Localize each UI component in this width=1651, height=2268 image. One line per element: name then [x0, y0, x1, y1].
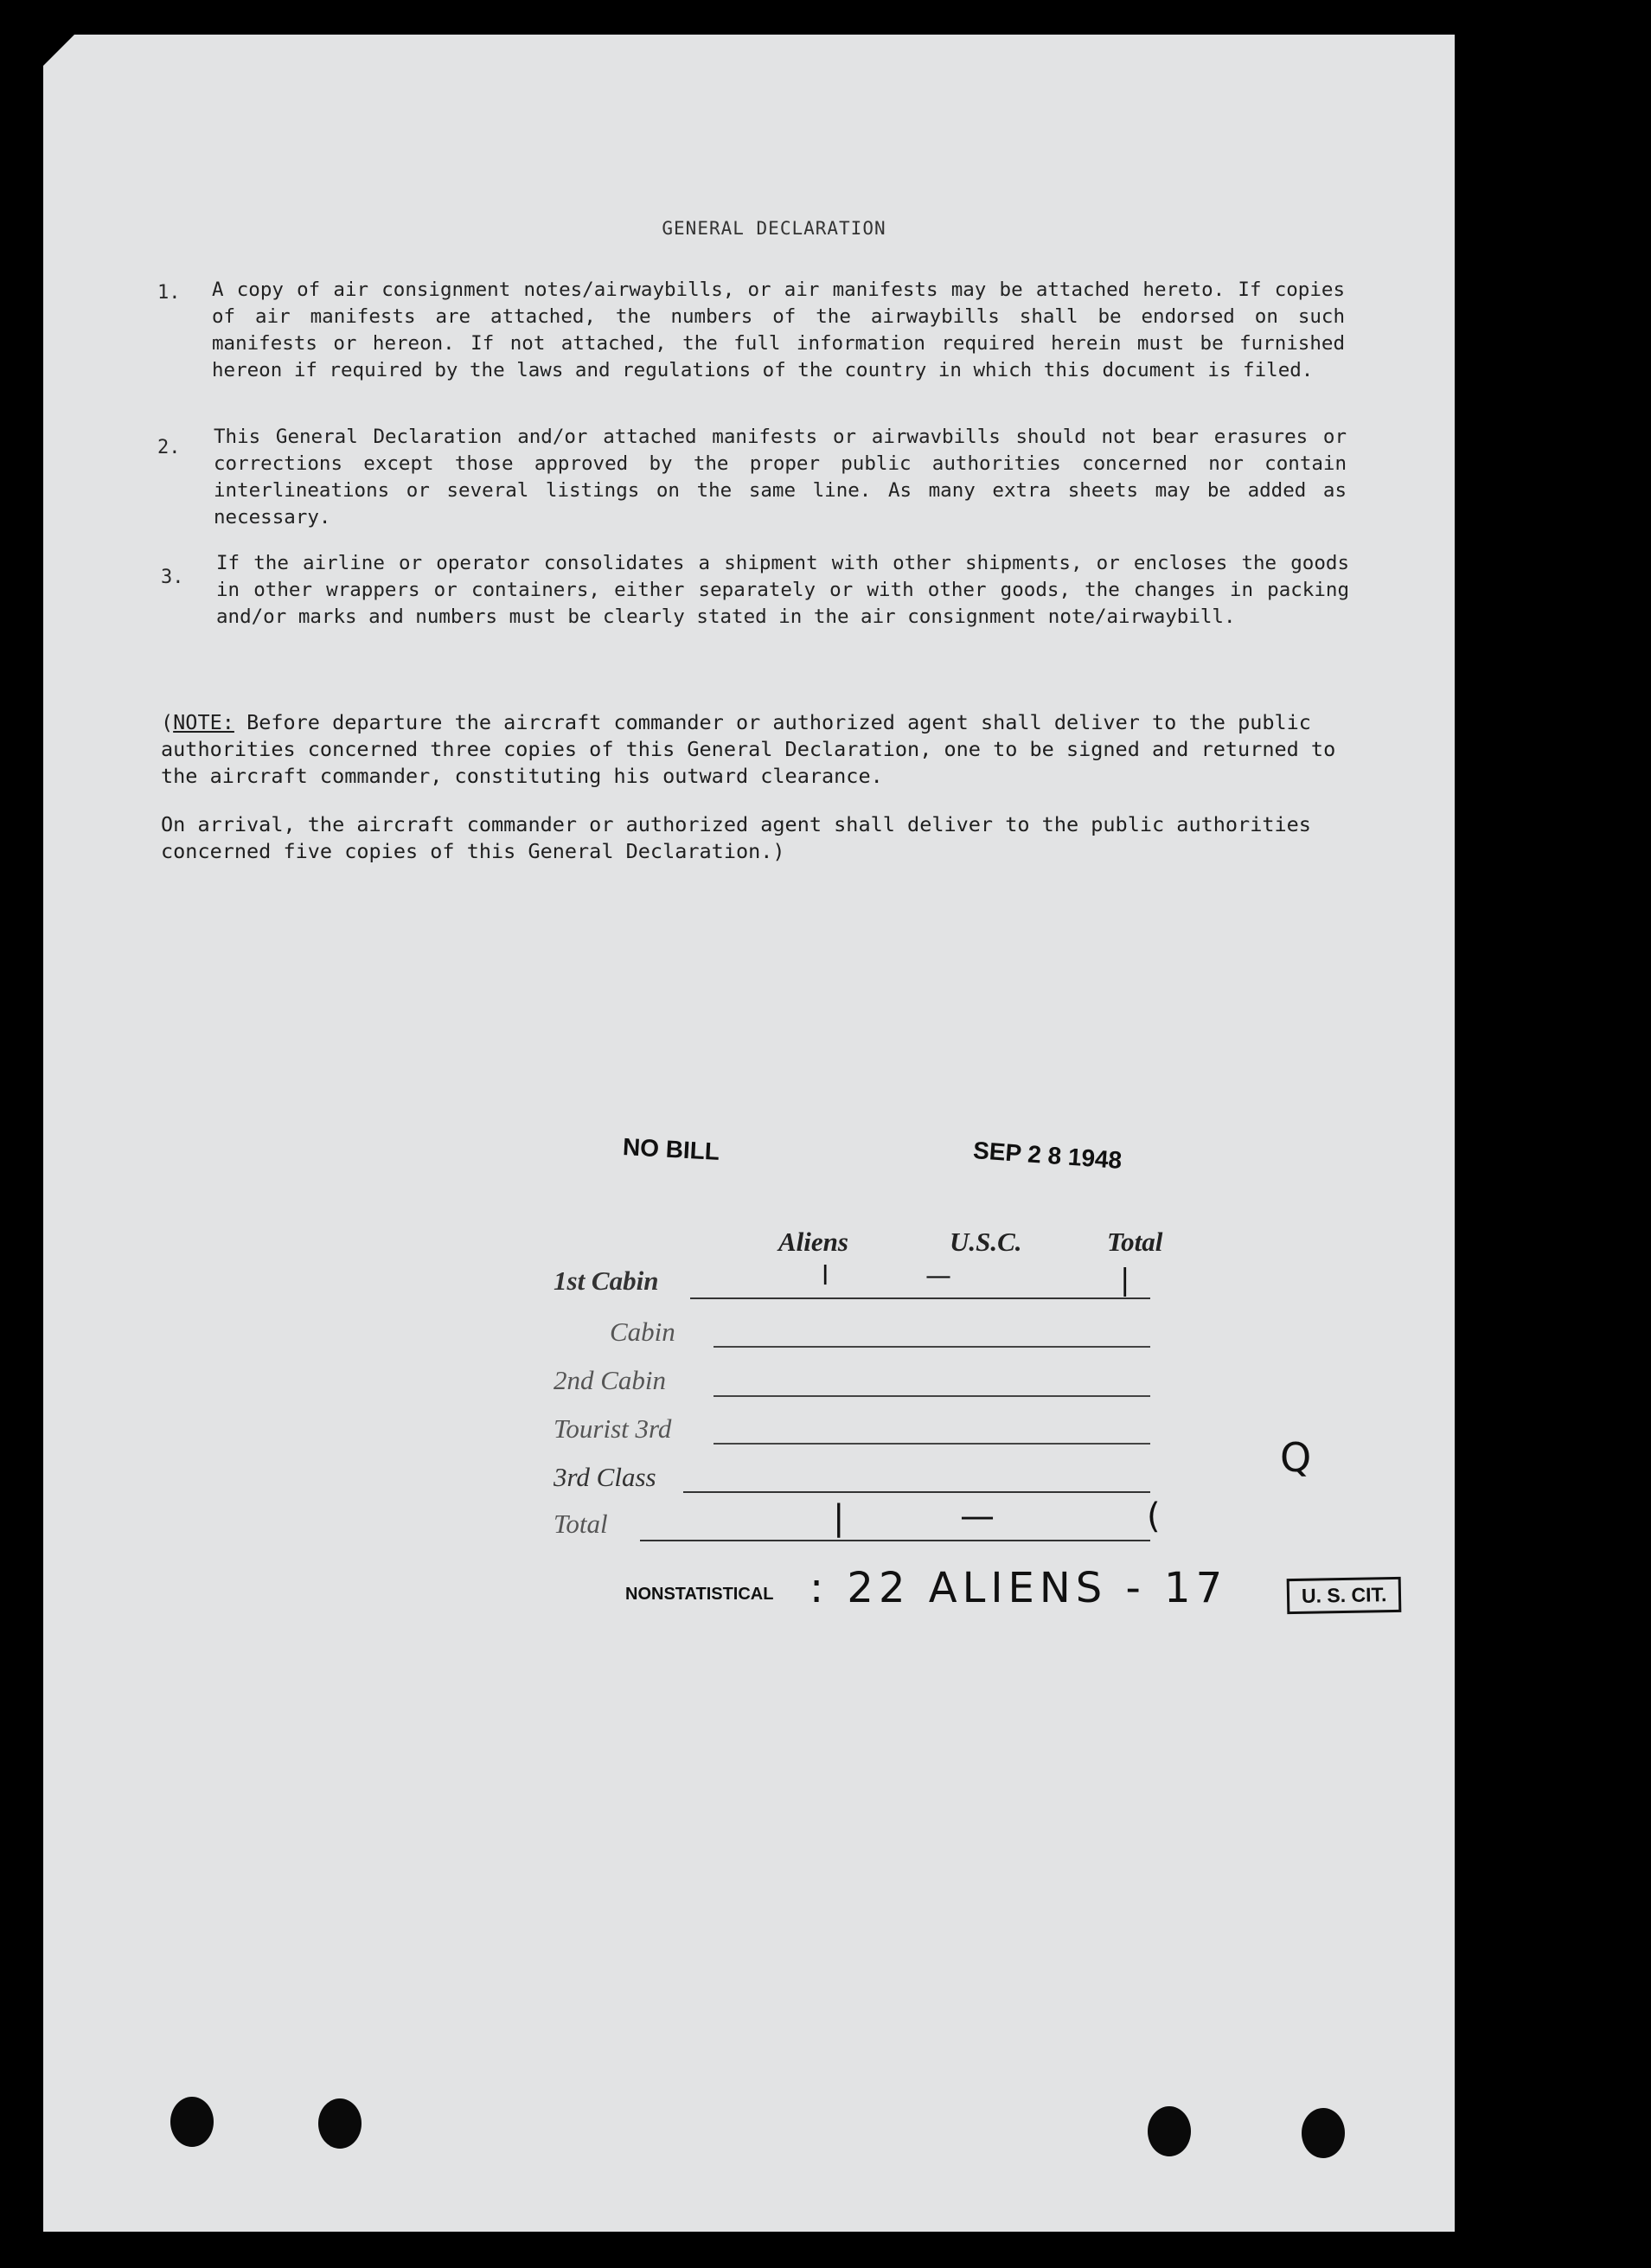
- item-text: If the airline or operator consolidates a shipment with other shipments, or encloses the goods in other wrappers or containers, either separately or with other goods, the changes in packing and/or marks and numbers must be clearly stated in the air consignment note/airwaybill.: [216, 552, 1349, 628]
- note-paragraph: [161, 709, 1354, 790]
- punch-hole: [1148, 2106, 1191, 2156]
- date-stamp: SEP 2 8 1948: [972, 1137, 1123, 1174]
- item-number: 1.: [157, 282, 181, 304]
- row-label-3rd-class: 3rd Class: [554, 1462, 656, 1492]
- document-page: [43, 35, 1455, 2232]
- no-bill-stamp: NO BILL: [622, 1133, 720, 1165]
- note-text: Before departure the aircraft commander or authorized agent shall deliver to the public authorities concerned three copies of this General Declaration, one to be signed and returned to the aircraft commander, constituting his outward clearance.: [161, 710, 1336, 788]
- row-value-total: |: [1120, 1263, 1130, 1297]
- punch-hole: [1302, 2108, 1345, 2158]
- punch-hole: [318, 2098, 362, 2149]
- row-line: [714, 1346, 1150, 1348]
- punch-hole: [170, 2097, 214, 2147]
- nonstatistical-stamp: NONSTATISTICAL: [625, 1585, 774, 1604]
- row-label-tourist-3rd: Tourist 3rd: [554, 1413, 672, 1444]
- row-value-usc: —: [925, 1261, 951, 1291]
- header-aliens: Aliens: [778, 1227, 848, 1257]
- row-label-total: Total: [554, 1509, 608, 1539]
- handwritten-aliens-note: : 22 ALIENS - 17: [810, 1564, 1228, 1612]
- item-number: 2.: [157, 437, 181, 458]
- row-label-1st-cabin: 1st Cabin: [554, 1265, 659, 1296]
- total-value-total: (: [1147, 1496, 1161, 1536]
- row-label-2nd-cabin: 2nd Cabin: [554, 1365, 667, 1395]
- row-line: [714, 1443, 1150, 1445]
- item-text: A copy of air consignment notes/airwaybills, or air manifests may be attached hereto. If copies of air manifests are attached, the numbers of the airwaybills shall be endorsed on such manifests or hereon. If not attached, the full information required herein must be furnished hereon if required by the laws and regulations of the country in which this document is filed.: [212, 279, 1345, 381]
- item-text: This General Declaration and/or attached manifests or airwavbills should not bear erasures or corrections except those approved by the proper public authorities concerned nor contain interlineations or several listings on the same line. As many extra sheets may be added as necessary.: [214, 426, 1347, 529]
- note-label: NOTE:: [173, 710, 234, 734]
- row-line: [640, 1540, 1150, 1541]
- row-line: [683, 1491, 1150, 1493]
- row-line: [690, 1297, 1150, 1299]
- circle-mark: Q: [1280, 1434, 1312, 1481]
- note-open: (: [161, 710, 174, 734]
- arrival-paragraph: On arrival, the aircraft commander or authorized agent shall deliver to the public authorities concerned five copies of this General Declaration.): [161, 812, 1311, 863]
- row-line: [714, 1395, 1150, 1397]
- page-corner-fold: [43, 35, 74, 66]
- us-cit-stamp: U. S. CIT.: [1287, 1577, 1402, 1614]
- header-usc: U.S.C.: [950, 1227, 1022, 1257]
- item-number: 3.: [161, 567, 184, 588]
- row-label-cabin: Cabin: [610, 1317, 675, 1347]
- total-value-aliens: |: [833, 1498, 845, 1538]
- document-title: GENERAL DECLARATION: [662, 218, 886, 239]
- header-total: Total: [1107, 1227, 1163, 1257]
- total-value-usc: —: [960, 1496, 995, 1536]
- row-value-aliens: l: [822, 1261, 829, 1291]
